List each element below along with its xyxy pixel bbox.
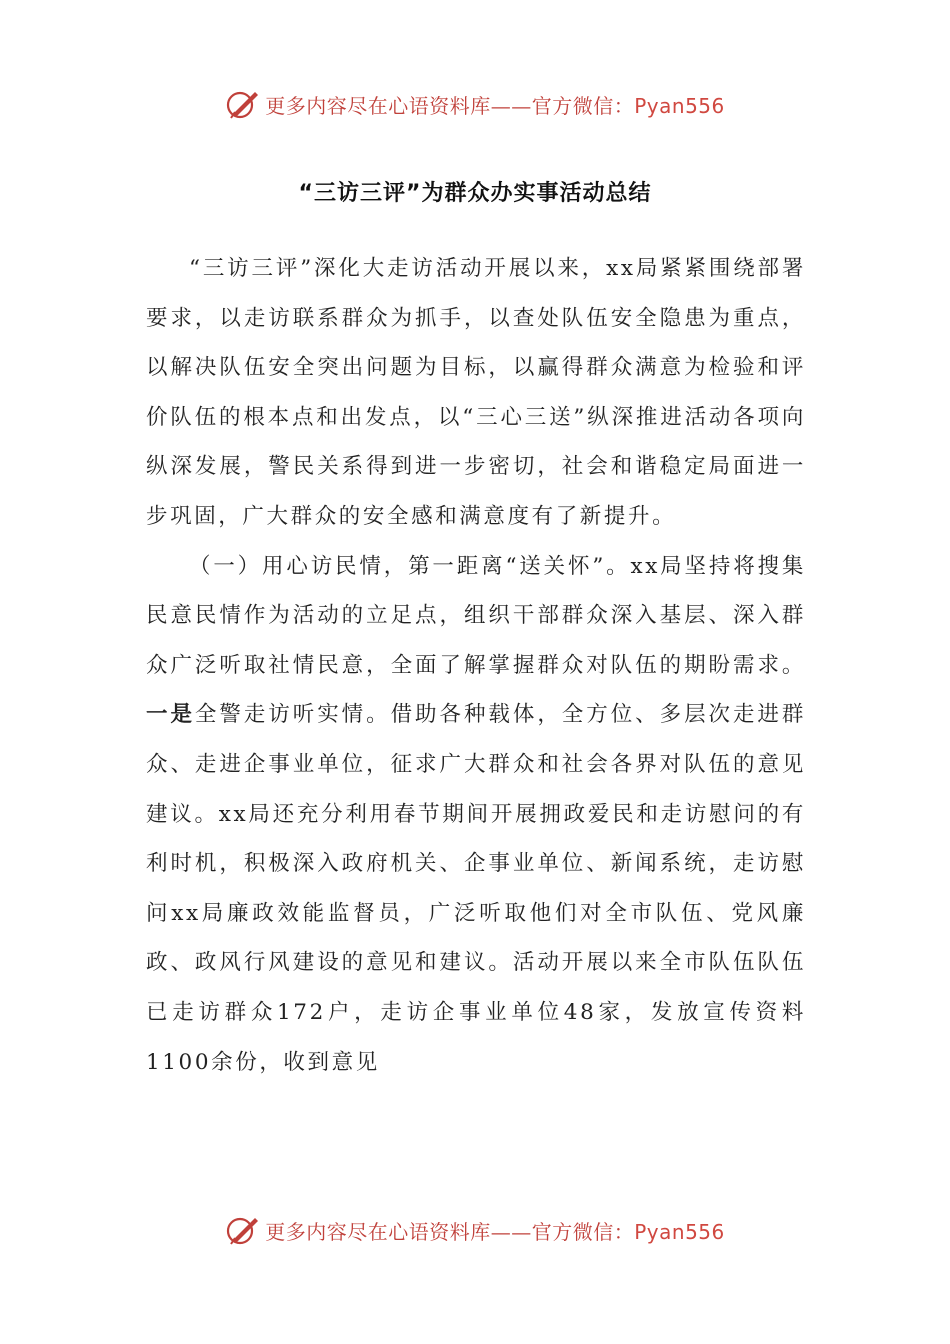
watermark-text — [265, 90, 725, 119]
watermark-brand: 更多内容尽在心语资料库 — [265, 93, 491, 118]
watermark-wechat-label: 官方微信： — [531, 93, 635, 118]
paragraph-section-one-rest: 全警走访听实情。借助各种载体，全方位、多层次走进群众、走进企事业单位，征求广大群众和社会各界对队伍的意见建议。xx局还充分利用春节期间开展拥政爱民和走访慰问的有利时机，积极深入政府机关、企事业单位、新闻系统，走访慰问xx局廉政效能监督员，广泛听取他们对全市队伍、党风廉政、政风行风建设的意见和建议。活动开展以来全市队伍队伍已走访群众172户，走访企事业单位48家，发放宣传资料1100余份，收到意见 — [146, 702, 806, 1075]
watermark-banner-bottom — [0, 1210, 950, 1250]
watermark-dash: —— — [490, 93, 532, 118]
quill-pen-logo-icon — [225, 86, 261, 122]
paragraph-bold-marker: 一是 — [146, 702, 195, 728]
watermark-brand: 更多内容尽在心语资料库 — [265, 1219, 491, 1244]
paragraph-section-one-lead: （一）用心访民情，第一距离“送关怀”。xx局坚持将搜集民意民情作为活动的立足点，组织干部群众深入基层、深入群众广泛听取社情民意，全面了解掌握群众对队伍的期盼需求。 — [146, 553, 806, 678]
watermark-banner-top — [0, 84, 950, 124]
watermark-dash: —— — [490, 1219, 532, 1244]
watermark-wechat-id: Pyan556 — [634, 93, 725, 118]
document-body — [146, 244, 806, 1087]
paragraph-intro: “三访三评”深化大走访活动开展以来，xx局紧紧围绕部署要求，以走访联系群众为抓手，以查处队伍安全隐患为重点，以解决队伍安全突出问题为目标，以赢得群众满意为检验和评价队伍的根本点和出发点，以“三心三送”纵深推进活动各项向纵深发展，警民关系得到进一步密切，社会和谐稳定局面进一步巩固，广大群众的安全感和满意度有了新提升。 — [146, 256, 806, 529]
watermark-wechat-label: 官方微信： — [531, 1219, 635, 1244]
watermark-wechat-id: Pyan556 — [634, 1219, 725, 1244]
quill-pen-logo-icon — [225, 1212, 261, 1248]
paragraph-section-one — [146, 542, 806, 1088]
watermark-text — [265, 1216, 725, 1245]
document-title: “三访三评”为群众办实事活动总结 — [298, 181, 652, 206]
